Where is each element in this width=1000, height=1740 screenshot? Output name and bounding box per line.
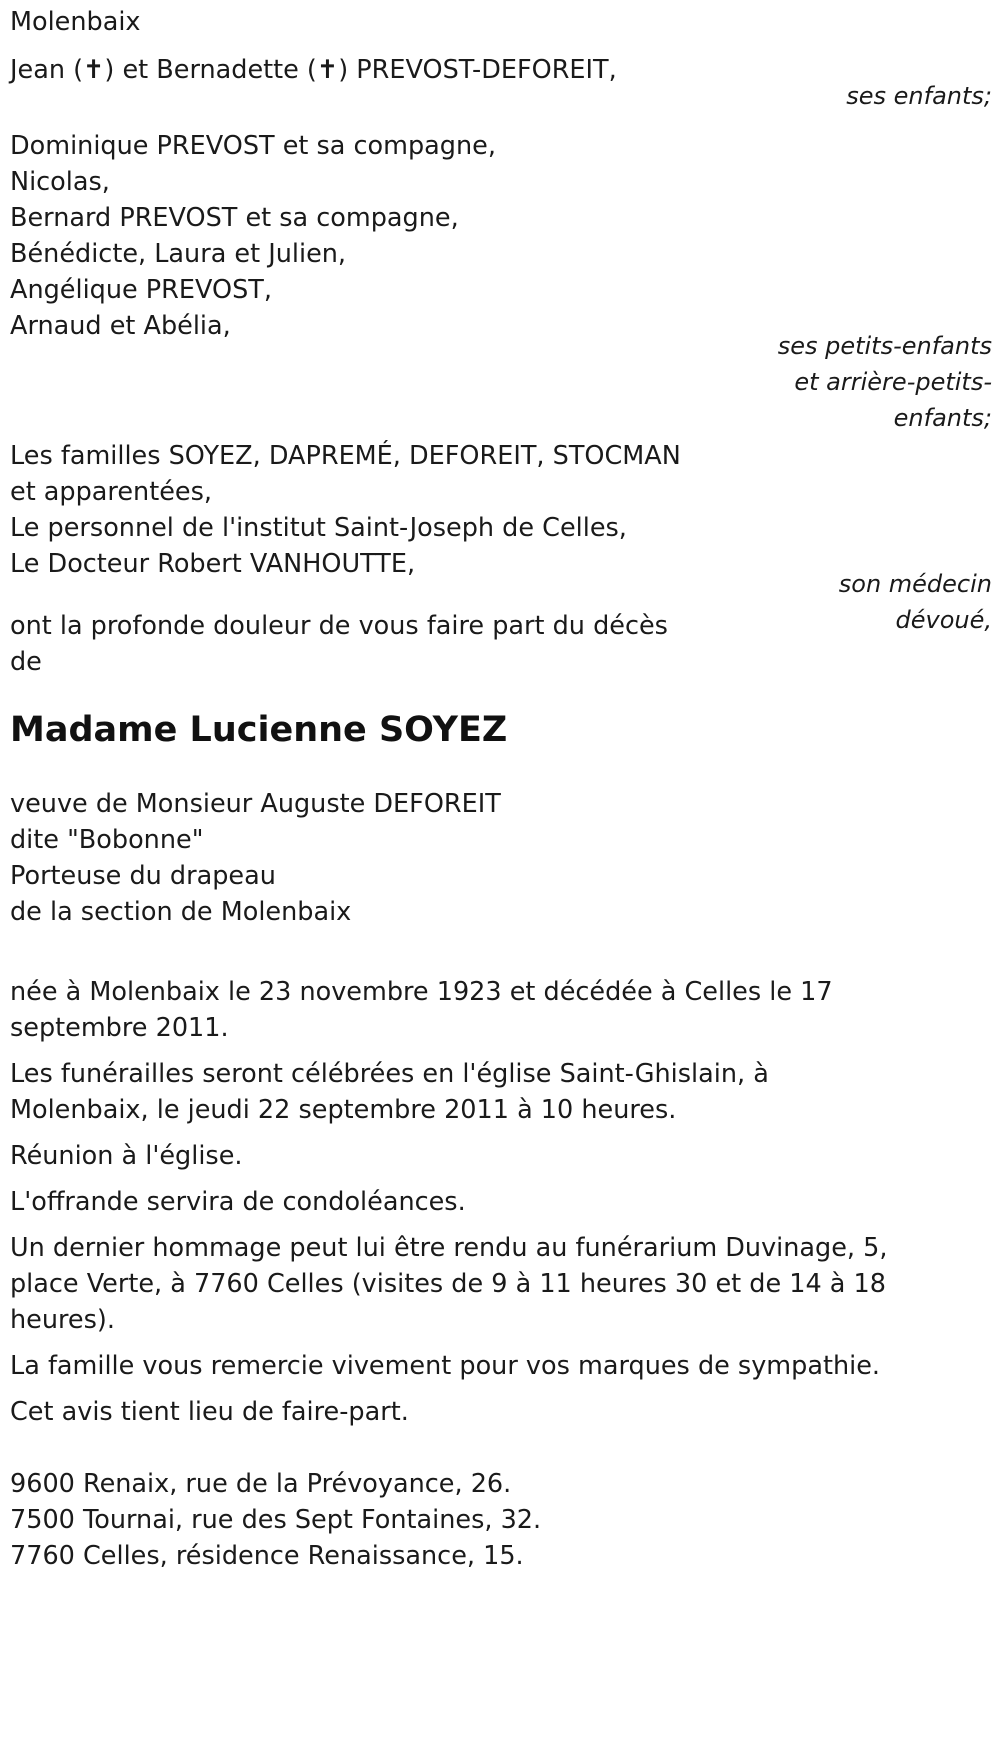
family-line: Le Docteur Robert VANHOUTTE, <box>10 549 416 579</box>
info-paragraph: L'offrande servira de condoléances. <box>10 1187 466 1217</box>
grandchild-line: Nicolas, <box>10 167 110 197</box>
grandchild-line: Angélique PREVOST, <box>10 275 272 305</box>
family-line: et apparentées, <box>10 477 212 507</box>
grandchildren-role-line: enfants; <box>893 404 992 432</box>
family-line: Les familles SOYEZ, DAPREMÉ, DEFOREIT, STOCMAN <box>10 441 681 471</box>
grandchildren-role <box>752 328 992 436</box>
doctor-role <box>752 566 992 638</box>
children-section <box>10 52 992 124</box>
grandchildren-role-line: ses petits-enfants <box>777 332 992 360</box>
detail-line: veuve de Monsieur Auguste DEFOREIT <box>10 789 501 819</box>
info-paragraph: La famille vous remercie vivement pour vos marques de sympathie. <box>10 1351 880 1381</box>
children-names: Jean (✝) et Bernadette (✝) PREVOST-DEFOREIT, <box>10 55 617 85</box>
obituary-notice <box>10 0 992 1574</box>
grandchild-line: Bénédicte, Laura et Julien, <box>10 239 347 269</box>
info-section <box>10 974 910 1430</box>
info-paragraph: Réunion à l'église. <box>10 1141 243 1171</box>
detail-line: de la section de Molenbaix <box>10 897 352 927</box>
info-paragraph: née à Molenbaix le 23 novembre 1923 et décédée à Celles le 17 septembre 2011. <box>10 977 833 1043</box>
addresses <box>10 1466 992 1574</box>
doctor-role-line: son médecin <box>838 570 992 598</box>
announcement-line: de <box>10 647 42 677</box>
grandchild-line: Arnaud et Abélia, <box>10 311 231 341</box>
locality-header: Molenbaix <box>10 7 141 37</box>
grandchildren-section <box>10 128 992 438</box>
grandchild-line: Dominique PREVOST et sa compagne, <box>10 131 496 161</box>
address-line: 7760 Celles, résidence Renaissance, 15. <box>10 1541 524 1571</box>
deceased-name: Madame Lucienne SOYEZ <box>10 710 508 750</box>
children-role: ses enfants; <box>846 82 992 110</box>
family-line: Le personnel de l'institut Saint-Joseph de Celles, <box>10 513 627 543</box>
detail-line: Porteuse du drapeau <box>10 861 276 891</box>
doctor-role-line: dévoué, <box>895 606 992 634</box>
info-paragraph: Cet avis tient lieu de faire-part. <box>10 1397 409 1427</box>
grandchildren-role-line: et arrière-petits- <box>794 368 992 396</box>
announcement-line: ont la profonde douleur de vous faire part du décès <box>10 611 668 641</box>
detail-line: dite "Bobonne" <box>10 825 204 855</box>
info-paragraph: Un dernier hommage peut lui être rendu au funérarium Duvinage, 5, place Verte, à 7760 Celles (visites de 9 à 11 heures 30 et de 14 à 18 heures). <box>10 1233 888 1335</box>
info-paragraph: Les funérailles seront célébrées en l'église Saint-Ghislain, à Molenbaix, le jeudi 22 septembre 2011 à 10 heures. <box>10 1059 769 1125</box>
address-line: 7500 Tournai, rue des Sept Fontaines, 32. <box>10 1505 542 1535</box>
grandchild-line: Bernard PREVOST et sa compagne, <box>10 203 459 233</box>
address-line: 9600 Renaix, rue de la Prévoyance, 26. <box>10 1469 512 1499</box>
deceased-details <box>10 786 992 964</box>
